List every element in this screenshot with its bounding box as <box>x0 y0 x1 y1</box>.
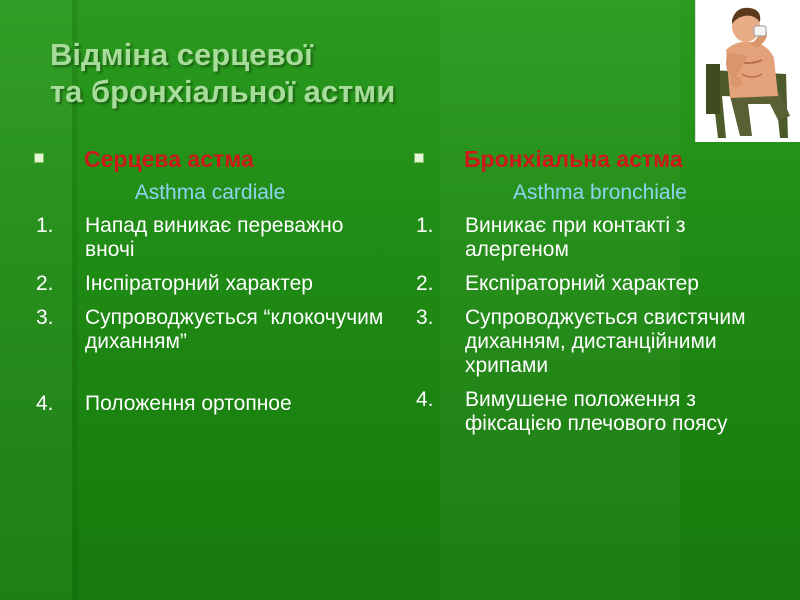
list-item-text: Інспіраторний характер <box>85 272 313 295</box>
bronchial-asthma-column <box>410 144 780 446</box>
list-spacer <box>30 364 390 392</box>
square-bullet-icon <box>34 153 44 163</box>
list-item <box>30 272 390 296</box>
square-bullet-icon <box>414 153 424 163</box>
list-item-text: Положення ортопное <box>85 392 292 415</box>
list-item <box>30 392 390 416</box>
list-item-number: 3. <box>36 306 54 329</box>
bronchial-asthma-heading: Бронхіальна астма <box>464 146 683 172</box>
list-item-text: Виникає при контакті з алергеном <box>465 214 686 261</box>
list-item-text: Супроводжується “клокочучим диханням” <box>85 306 384 353</box>
list-item <box>410 388 780 436</box>
list-item-number: 4. <box>416 388 434 411</box>
slide-title-line1: Відміна серцевої <box>50 37 313 72</box>
bronchial-asthma-latin-name: Asthma bronchiale <box>513 181 687 204</box>
list-item-number: 1. <box>36 214 54 237</box>
list-item-number: 1. <box>416 214 434 237</box>
cardiac-asthma-latin-name: Asthma cardiale <box>134 181 286 204</box>
list-item-text: Напад виникає переважно вночі <box>85 214 344 261</box>
list-item-number: 3. <box>416 306 434 329</box>
list-item-text: Експіраторний характер <box>465 272 699 295</box>
slide-title-line2: та бронхіальної астми <box>50 74 396 109</box>
list-item <box>410 272 780 296</box>
list-item <box>410 306 780 378</box>
list-item-number: 4. <box>36 392 54 415</box>
list-item-text: Супроводжується свистячим диханням, дистанційними хрипами <box>465 306 746 377</box>
seated-man-coughing-illustration <box>695 0 800 142</box>
bronchial-asthma-heading-row <box>410 144 780 178</box>
list-item <box>410 214 780 262</box>
cardiac-asthma-heading: Серцева астма <box>84 146 254 172</box>
list-item <box>30 306 390 354</box>
list-item-text: Вимушене положення з фіксацією плечового поясу <box>465 388 728 435</box>
list-item <box>30 214 390 262</box>
list-item-number: 2. <box>36 272 54 295</box>
cardiac-asthma-heading-row <box>30 144 390 178</box>
illustration-drawing <box>696 0 800 142</box>
list-item-number: 2. <box>416 272 434 295</box>
slide-title <box>50 36 395 110</box>
cardiac-asthma-column <box>30 144 390 426</box>
